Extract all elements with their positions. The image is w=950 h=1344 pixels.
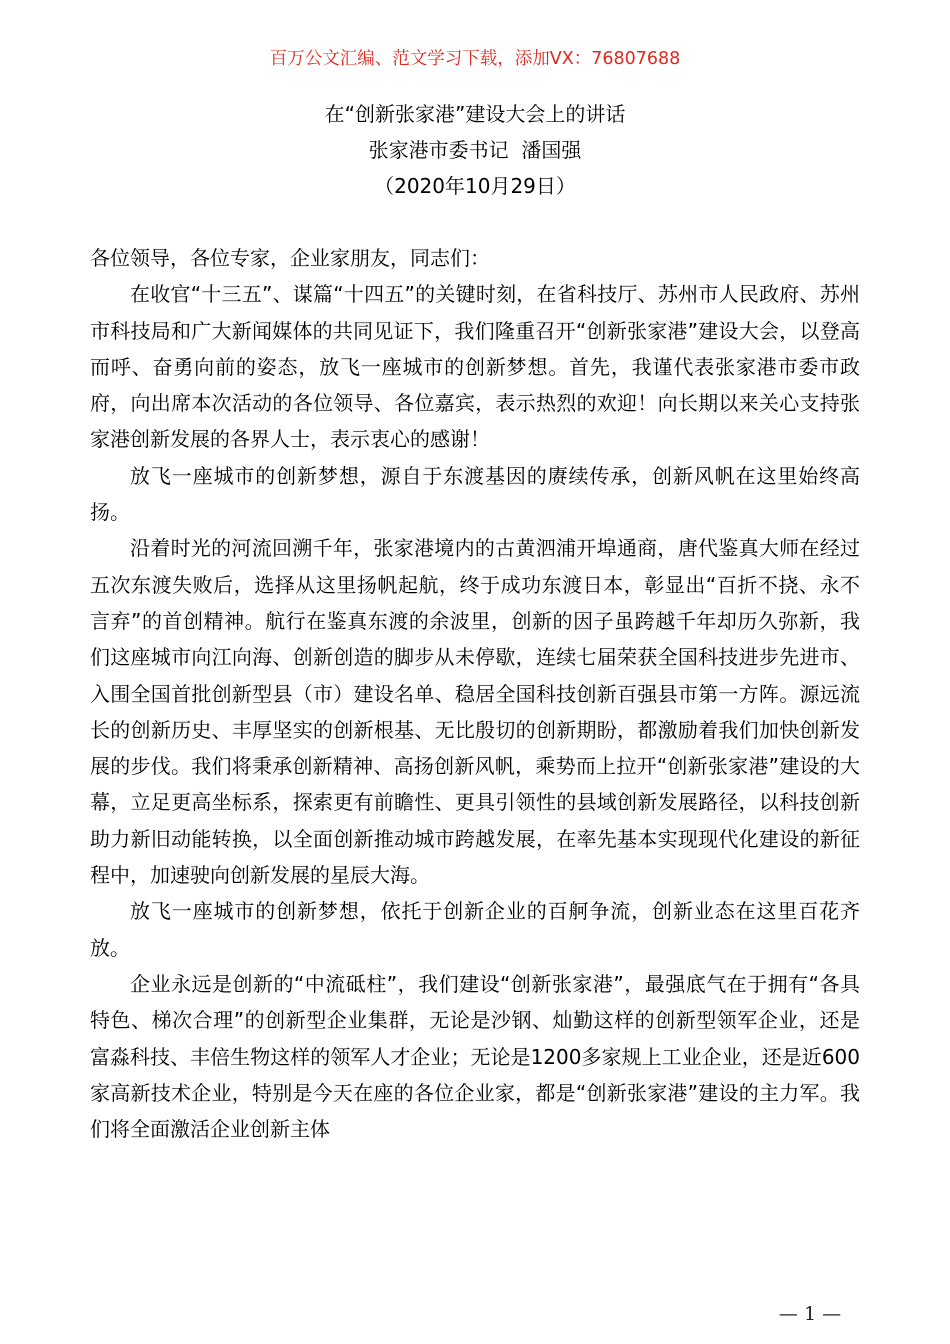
speech-date: （2020年10月29日） (374, 174, 576, 198)
paragraph: 放飞一座城市的创新梦想，依托于创新企业的百舸争流，创新业态在这里百花齐放。 (90, 899, 860, 960)
speech-header (0, 96, 950, 204)
speech-body (90, 240, 860, 1147)
promo-banner: 百万公文汇编、范文学习下载，添加VX：76807688 (269, 49, 681, 69)
paragraph: 放飞一座城市的创新梦想，源自于东渡基因的赓续传承，创新风帆在这里始终高扬。 (90, 463, 860, 525)
paragraph: 在收官“十三五”、谋篇“十四五”的关键时刻，在省科技厅、苏州市人民政府、苏州市科技局和广大新闻媒体的共同见证下，我们隆重召开“创新张家港”建设大会，以登高而呼、奋勇向前的姿态，放飞一座城市的创新梦想。首先，我谨代表张家港市委市政府，向出席本次活动的各位领导、各位嘉宾，表示热烈的欢迎！向长期以来关心支持张家港创新发展的各界人士，表示衷心的感谢！ (90, 282, 860, 452)
paragraph: 企业永远是创新的“中流砥柱”，我们建设“创新张家港”，最强底气在于拥有“各具特色、梯次合理”的创新型企业集群，无论是沙钢、灿勤这样的创新型领军企业，还是富淼科技、丰倍生物这样的领军人才企业；无论是1200多家规上工业企业，还是近600家高新技术企业，特别是今天在座的各位企业家，都是“创新张家港”建设的主力军。我们将全面激活企业创新主体 (90, 971, 860, 1142)
page-number: — 1 — (778, 1303, 842, 1325)
paragraph: 沿着时光的河流回溯千年，张家港境内的古黄泗浦开埠通商，唐代鉴真大师在经过五次东渡失败后，选择从这里扬帆起航，终于成功东渡日本，彰显出“百折不挠、永不言弃”的首创精神。航行在鉴真东渡的余波里，创新的因子虽跨越千年却历久弥新，我们这座城市向江向海、创新创造的脚步从未停歇，连续七届荣获全国科技进步先进市、入围全国首批创新型县（市）建设名单、稳居全国科技创新百强县市第一方阵。源远流长的创新历史、丰厚坚实的创新根基、无比殷切的创新期盼，都激励着我们加快创新发展的步伐。我们将秉承创新精神、高扬创新风帆，乘势而上拉开“创新张家港”建设的大幕，立足更高坐标系，探索更有前瞻性、更具引领性的县域创新发展路径，以科技创新助力新旧动能转换，以全面创新推动城市跨越发展，在率先基本实现现代化建设的新征程中，加速驶向创新发展的星辰大海。 (90, 536, 860, 888)
salutation: 各位领导，各位专家，企业家朋友，同志们： (90, 246, 490, 270)
speaker-line: 张家港市委书记 潘国强 (368, 138, 582, 162)
speech-title: 在“创新张家港”建设大会上的讲话 (324, 102, 626, 126)
